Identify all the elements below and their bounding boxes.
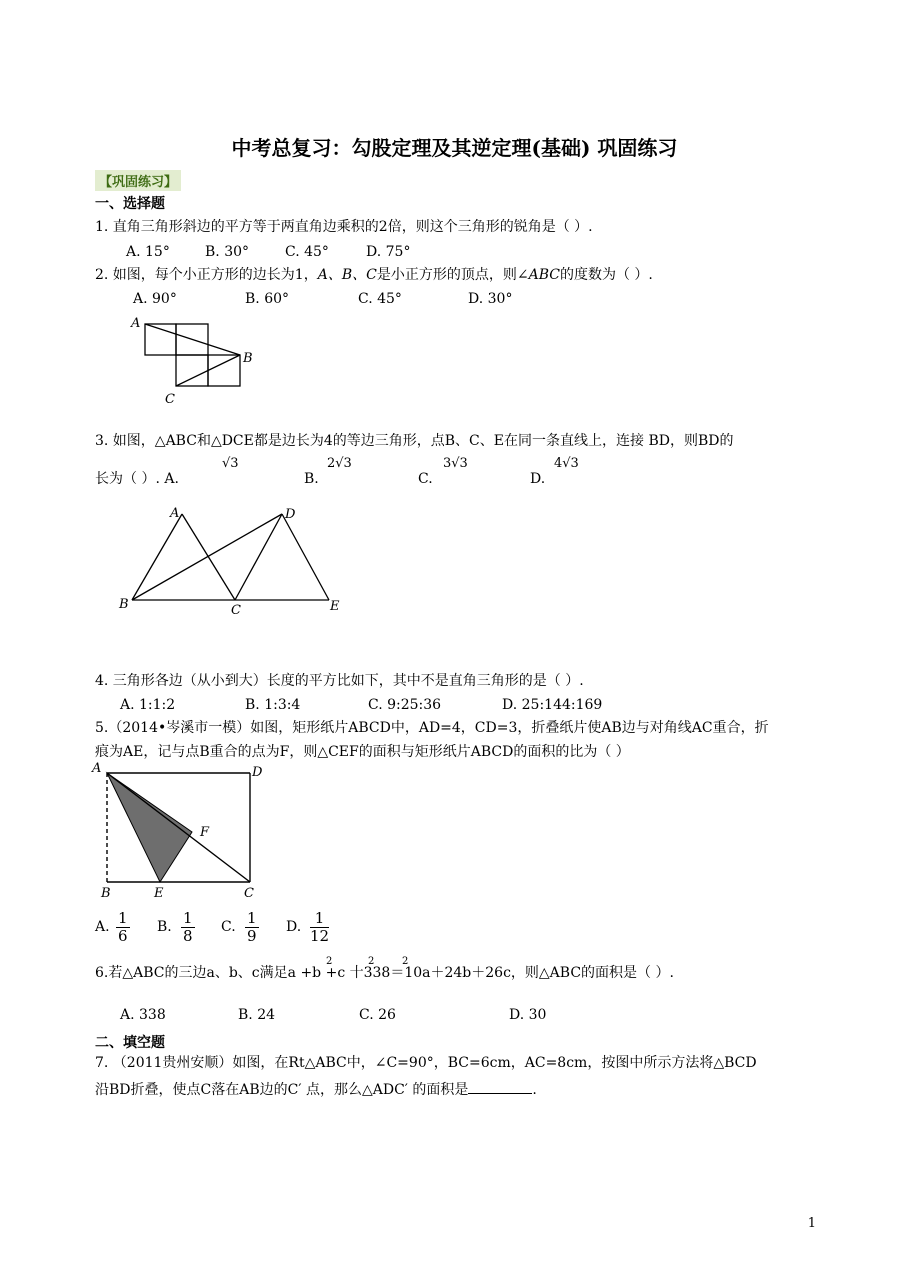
segment-ac bbox=[182, 514, 235, 600]
q1-option-b: B. 30° bbox=[205, 244, 250, 260]
segment-bd bbox=[132, 514, 282, 600]
segment-ab bbox=[145, 324, 240, 355]
q7-line2-end: . bbox=[532, 1082, 537, 1098]
point-label-b: B bbox=[101, 886, 111, 901]
q6-option-d: D. 30 bbox=[509, 1007, 547, 1023]
denominator: 6 bbox=[118, 927, 128, 945]
q5-option-c: C. bbox=[221, 919, 236, 935]
section-tag: 【巩固练习】 bbox=[95, 170, 181, 191]
q3-option-d-value: 4√3 bbox=[554, 456, 579, 471]
q3-triangles-figure bbox=[115, 500, 350, 620]
q3-option-b: B. bbox=[304, 471, 319, 487]
numerator: 1 bbox=[310, 910, 329, 928]
point-label-d: D bbox=[285, 507, 296, 522]
q4-option-b: B. 1:3:4 bbox=[245, 697, 301, 713]
q6-superscript: 2 bbox=[368, 956, 375, 967]
q5-option-a-fraction bbox=[116, 910, 130, 945]
point-label-c: C bbox=[231, 603, 241, 618]
point-label-a: A bbox=[92, 761, 102, 776]
q3-option-a-value: √3 bbox=[222, 456, 239, 471]
q6-option-b: B. 24 bbox=[238, 1007, 276, 1023]
point-label-b: B bbox=[243, 351, 253, 366]
point-label-e: E bbox=[154, 886, 164, 901]
q5-rectangle-figure bbox=[90, 760, 270, 902]
point-label-f: F bbox=[200, 825, 210, 840]
diagonal-ac bbox=[107, 773, 250, 882]
q5-option-b: B. bbox=[157, 919, 172, 935]
q4-stem: 4. 三角形各边（从小到大）长度的平方比如下，其中不是直角三角形的是（ ）. bbox=[95, 673, 584, 689]
denominator: 9 bbox=[247, 927, 257, 945]
q4-option-c: C. 9:25:36 bbox=[368, 697, 442, 713]
q1-stem: 1. 直角三角形斜边的平方等于两直角边乘积的2倍，则这个三角形的锐角是（ ）. bbox=[95, 219, 593, 235]
q6-superscript: 2 bbox=[326, 956, 333, 967]
q6-option-a: A. 338 bbox=[120, 1007, 166, 1023]
q2-option-d: D. 30° bbox=[468, 291, 513, 307]
q2-option-a: A. 90° bbox=[133, 291, 177, 307]
q3-option-b-value: 2√3 bbox=[327, 456, 352, 471]
q1-option-d: D. 75° bbox=[366, 244, 411, 260]
q3-stem2: 长为（ ）. A. bbox=[95, 471, 179, 487]
point-label-a: A bbox=[170, 506, 180, 521]
q2-stem-angle: ABC bbox=[528, 267, 560, 283]
q2-option-b: B. 60° bbox=[245, 291, 290, 307]
numerator: 1 bbox=[118, 909, 128, 927]
point-label-c: C bbox=[244, 886, 254, 901]
q6-option-c: C. 26 bbox=[359, 1007, 396, 1023]
q7-line2-text: 沿BD折叠，使点C落在AB边的C′ 点，那么△ADC′ 的面积是 bbox=[95, 1082, 469, 1098]
segment-de bbox=[282, 514, 329, 600]
point-label-b: B bbox=[119, 597, 129, 612]
segment-ba bbox=[132, 514, 182, 600]
q7-line2 bbox=[95, 1079, 537, 1099]
denominator: 12 bbox=[310, 927, 330, 945]
section-heading-choice: 一、选择题 bbox=[95, 196, 165, 212]
point-label-e: E bbox=[330, 599, 340, 614]
q3-option-c: C. bbox=[418, 471, 433, 487]
q5-option-c-fraction bbox=[245, 910, 259, 945]
q5-stem2: 痕为AE，记与点B重合的点为F，则△CEF的面积与矩形纸片ABCD的面积的比为（ ） bbox=[95, 744, 630, 760]
q7-answer-blank[interactable] bbox=[468, 1079, 532, 1094]
grid-square bbox=[208, 355, 240, 386]
q6-superscript: 2 bbox=[402, 956, 409, 967]
q1-option-a: A. 15° bbox=[126, 244, 170, 260]
page-number: 1 bbox=[807, 1216, 816, 1231]
q5-option-d-fraction bbox=[310, 910, 329, 945]
q5-option-b-fraction bbox=[181, 910, 195, 945]
q2-stem-part: 是小正方形的顶点，则∠ bbox=[376, 267, 529, 283]
point-label-c: C bbox=[165, 392, 175, 407]
q1-option-c: C. 45° bbox=[285, 244, 329, 260]
q4-option-a: A. 1:1:2 bbox=[120, 697, 176, 713]
q2-stem bbox=[95, 266, 653, 284]
q7-line1: 7. （2011贵州安顺）如图，在Rt△ABC中，∠C=90°，BC=6cm，AC=8cm，按图中所示方法将△BCD bbox=[95, 1055, 757, 1071]
numerator: 1 bbox=[183, 909, 193, 927]
q2-stem-part: 的度数为（ ）. bbox=[559, 267, 653, 283]
q3-stem: 3. 如图，△ABC和△DCE都是边长为4的等边三角形，点B、C、E在同一条直线上，连接 BD，则BD的 bbox=[95, 433, 734, 449]
point-label-a: A bbox=[131, 316, 141, 331]
q3-option-c-value: 3√3 bbox=[443, 456, 468, 471]
q5-option-d: D. bbox=[286, 919, 302, 935]
q2-option-c: C. 45° bbox=[358, 291, 402, 307]
page-title: 中考总复习：勾股定理及其逆定理(基础) 巩固练习 bbox=[231, 136, 678, 160]
q4-option-d: D. 25:144:169 bbox=[502, 697, 603, 713]
q6-stem: 6.若△ABC的三边a、b、c满足a +b +c 十338＝10a＋24b＋26c，则△ABC的面积是（ ）. bbox=[95, 965, 674, 981]
q2-stem-part: 2. 如图，每个小正方形的边长为1， bbox=[95, 267, 318, 283]
q2-grid-figure bbox=[125, 312, 265, 407]
point-label-d: D bbox=[252, 765, 263, 780]
q5-option-a: A. bbox=[95, 919, 110, 935]
q5-stem: 5.（2014•岑溪市一模）如图，矩形纸片ABCD中，AD=4，CD=3，折叠纸片使AB边与对角线AC重合，折 bbox=[95, 720, 769, 736]
grid-square bbox=[176, 355, 208, 386]
q2-stem-vars: A、B、C bbox=[317, 267, 377, 283]
section-heading-fill: 二、填空题 bbox=[95, 1035, 165, 1051]
denominator: 8 bbox=[183, 927, 193, 945]
q3-option-d: D. bbox=[530, 471, 546, 487]
numerator: 1 bbox=[247, 909, 257, 927]
